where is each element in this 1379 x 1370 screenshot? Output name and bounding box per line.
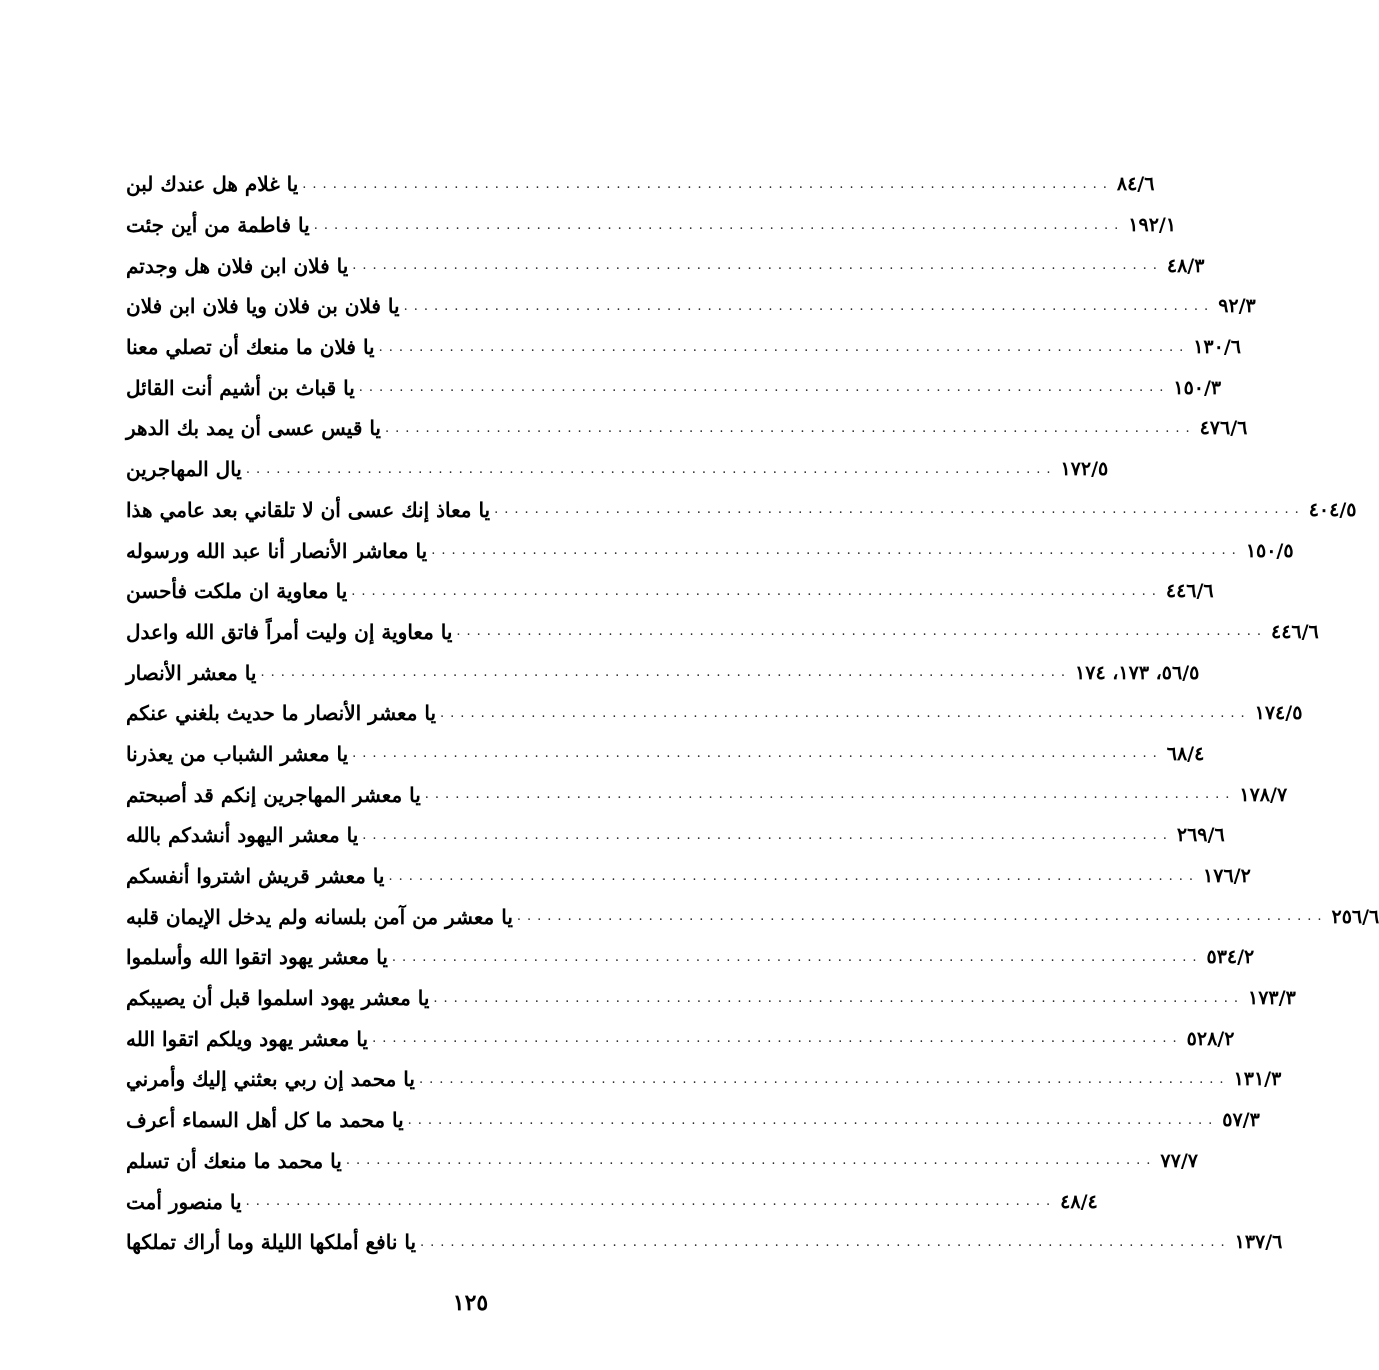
- entry-reference: ١٧٨/٧: [1239, 783, 1288, 806]
- entry-text: يا محمد ما منعك أن تسلم: [126, 1148, 342, 1173]
- entry-text: يا معشر يهود اتقوا الله وأسلموا: [126, 945, 388, 970]
- entry-reference: ١٧٣/٣: [1248, 987, 1296, 1010]
- entry-text: يا فلان ما منعك أن تصلي معنا: [126, 335, 375, 360]
- index-entry: [118, 815, 1225, 856]
- dot-leader: ................................................................................: [403, 298, 1215, 314]
- entry-reference: ١٣١/٣: [1233, 1068, 1282, 1091]
- entry-reference: ٥٢٨/٢: [1186, 1027, 1235, 1050]
- index-entry: [118, 1141, 1198, 1182]
- entry-reference: ٤٧٦/٦: [1199, 417, 1248, 440]
- index-entry: [118, 205, 1177, 246]
- dot-leader: ................................................................................: [456, 624, 1267, 640]
- dot-leader: ................................................................................: [378, 339, 1190, 355]
- dot-leader: ................................................................................: [391, 949, 1203, 965]
- entry-reference: ٩٢/٣: [1218, 295, 1256, 318]
- dot-leader: ................................................................................: [351, 583, 1162, 599]
- entry-text: يا معشر يهود ويلكم اتقوا الله: [126, 1026, 369, 1051]
- index-entry: [118, 612, 1319, 653]
- index-list: [118, 164, 1379, 1263]
- entry-reference: ١٩٢/١: [1128, 214, 1177, 237]
- index-entry: [118, 1100, 1260, 1141]
- dot-leader: ................................................................................: [516, 909, 1328, 925]
- index-entry: [118, 1059, 1282, 1100]
- entry-text: يا فاطمة من أين جئت: [126, 213, 310, 238]
- entry-text: يا معشر اليهود أنشدكم بالله: [126, 823, 359, 848]
- index-entry: [118, 896, 1379, 937]
- dot-leader: ................................................................................: [494, 502, 1305, 518]
- index-entry: [118, 367, 1222, 408]
- dot-leader: ................................................................................: [313, 217, 1125, 233]
- dot-leader: ................................................................................: [362, 827, 1173, 843]
- entry-reference: ٤٤٦/٦: [1165, 580, 1214, 603]
- entry-text: يا معشر المهاجرين إنكم قد أصبحتم: [126, 782, 421, 807]
- entry-text: يال المهاجرين: [126, 457, 242, 482]
- entry-reference: ٥٣٤/٢: [1206, 946, 1255, 969]
- entry-reference: ١٧٢/٥: [1060, 458, 1109, 481]
- entry-text: يا معشر يهود اسلموا قبل أن يصيبكم: [126, 986, 430, 1011]
- index-entry: [118, 937, 1255, 978]
- index-entry: [118, 327, 1241, 368]
- entry-text: يا معشر قريش اشتروا أنفسكم: [126, 864, 385, 889]
- entry-reference: ٤٨/٤: [1060, 1190, 1098, 1213]
- index-entry: [118, 856, 1251, 897]
- index-entry: [118, 693, 1303, 734]
- index-entry: [118, 530, 1294, 571]
- entry-text: يا معاذ إنك عسى أن لا تلقاني بعد عامي هذا: [126, 497, 491, 522]
- index-entry: [118, 490, 1357, 531]
- dot-leader: ................................................................................: [424, 787, 1236, 803]
- dot-leader: ................................................................................: [352, 746, 1163, 762]
- entry-text: يا معشر الأنصار: [126, 660, 257, 685]
- entry-text: يا معشر الأنصار ما حديث بلغني عنكم: [126, 701, 437, 726]
- index-entry: [118, 571, 1214, 612]
- entry-text: يا معاشر الأنصار أنا عبد الله ورسوله: [126, 538, 428, 563]
- dot-leader: ................................................................................: [440, 705, 1251, 721]
- index-entry: [118, 1018, 1235, 1059]
- entry-reference: ٢٥٦/٦: [1331, 905, 1379, 928]
- index-entry: [118, 1222, 1283, 1263]
- entry-text: يا محمد ما كل أهل السماء أعرف: [126, 1108, 404, 1133]
- entry-text: يا منصور أمت: [126, 1189, 242, 1214]
- index-entry: [118, 734, 1205, 775]
- entry-reference: ١٧٤/٥: [1254, 702, 1303, 725]
- entry-text: يا قيس عسى أن يمد بك الدهر: [126, 416, 381, 441]
- dot-leader: ................................................................................: [418, 1071, 1230, 1087]
- index-entry: [118, 164, 1155, 205]
- entry-text: يا معشر الشباب من يعذرنا: [126, 741, 349, 766]
- dot-leader: ................................................................................: [245, 1194, 1057, 1210]
- index-entry: [118, 1181, 1098, 1222]
- entry-text: يا قباث بن أشيم أنت القائل: [126, 375, 355, 400]
- index-entry: [118, 245, 1205, 286]
- entry-text: يا نافع أملكها الليلة وما أراك تملكها: [126, 1230, 417, 1255]
- entry-reference: ٤٤٦/٦: [1271, 620, 1319, 643]
- entry-reference: ٧٧/٧: [1160, 1149, 1198, 1172]
- dot-leader: ................................................................................: [431, 543, 1242, 559]
- entry-reference: ١٥٠/٣: [1173, 376, 1222, 399]
- dot-leader: ................................................................................: [245, 461, 1057, 477]
- entry-reference: ٤٨/٣: [1166, 254, 1205, 277]
- entry-text: يا معشر من آمن بلسانه ولم يدخل الإيمان قلبه: [126, 904, 513, 929]
- entry-reference: ٢٦٩/٦: [1176, 824, 1225, 847]
- dot-leader: ................................................................................: [385, 420, 1196, 436]
- index-entry: [118, 449, 1109, 490]
- entry-reference: ٥٧/٣: [1222, 1109, 1260, 1132]
- index-entry: [118, 774, 1288, 815]
- index-entry: [118, 652, 1200, 693]
- dot-leader: ................................................................................: [388, 868, 1200, 884]
- dot-leader: ................................................................................: [358, 380, 1170, 396]
- entry-reference: ١٧٦/٢: [1203, 865, 1251, 888]
- entry-text: يا فلان بن فلان ويا فلان ابن فلان: [126, 294, 400, 319]
- entry-reference: ٥٦/٥، ١٧٣، ١٧٤: [1075, 661, 1200, 684]
- entry-reference: ٤٠٤/٥: [1308, 498, 1357, 521]
- index-entry: [118, 408, 1248, 449]
- entry-text: يا فلان ابن فلان هل وجدتم: [126, 253, 349, 278]
- dot-leader: ................................................................................: [433, 990, 1245, 1006]
- dot-leader: ................................................................................: [352, 258, 1163, 274]
- entry-text: يا معاوية إن وليت أمراً فاتق الله واعدل: [126, 619, 453, 644]
- dot-leader: ................................................................................: [372, 1031, 1183, 1047]
- dot-leader: ................................................................................: [407, 1112, 1219, 1128]
- dot-leader: ................................................................................: [345, 1153, 1157, 1169]
- dot-leader: ................................................................................: [302, 176, 1113, 192]
- entry-text: يا معاوية ان ملكت فأحسن: [126, 579, 348, 604]
- entry-reference: ١٣٧/٦: [1234, 1231, 1283, 1254]
- entry-reference: ٦٨/٤: [1166, 742, 1205, 765]
- entry-text: يا محمد إن ربي بعثني إليك وأمرني: [126, 1067, 415, 1092]
- entry-reference: ١٥٠/٥: [1245, 539, 1294, 562]
- index-entry: [118, 286, 1256, 327]
- index-entry: [118, 978, 1296, 1019]
- dot-leader: ................................................................................: [420, 1234, 1231, 1250]
- dot-leader: ................................................................................: [260, 665, 1072, 681]
- entry-text: يا غلام هل عندك لبن: [126, 172, 299, 197]
- entry-reference: ١٣٠/٦: [1193, 336, 1241, 359]
- page-number: ١٢٥: [452, 1290, 489, 1316]
- entry-reference: ٨٤/٦: [1116, 173, 1155, 196]
